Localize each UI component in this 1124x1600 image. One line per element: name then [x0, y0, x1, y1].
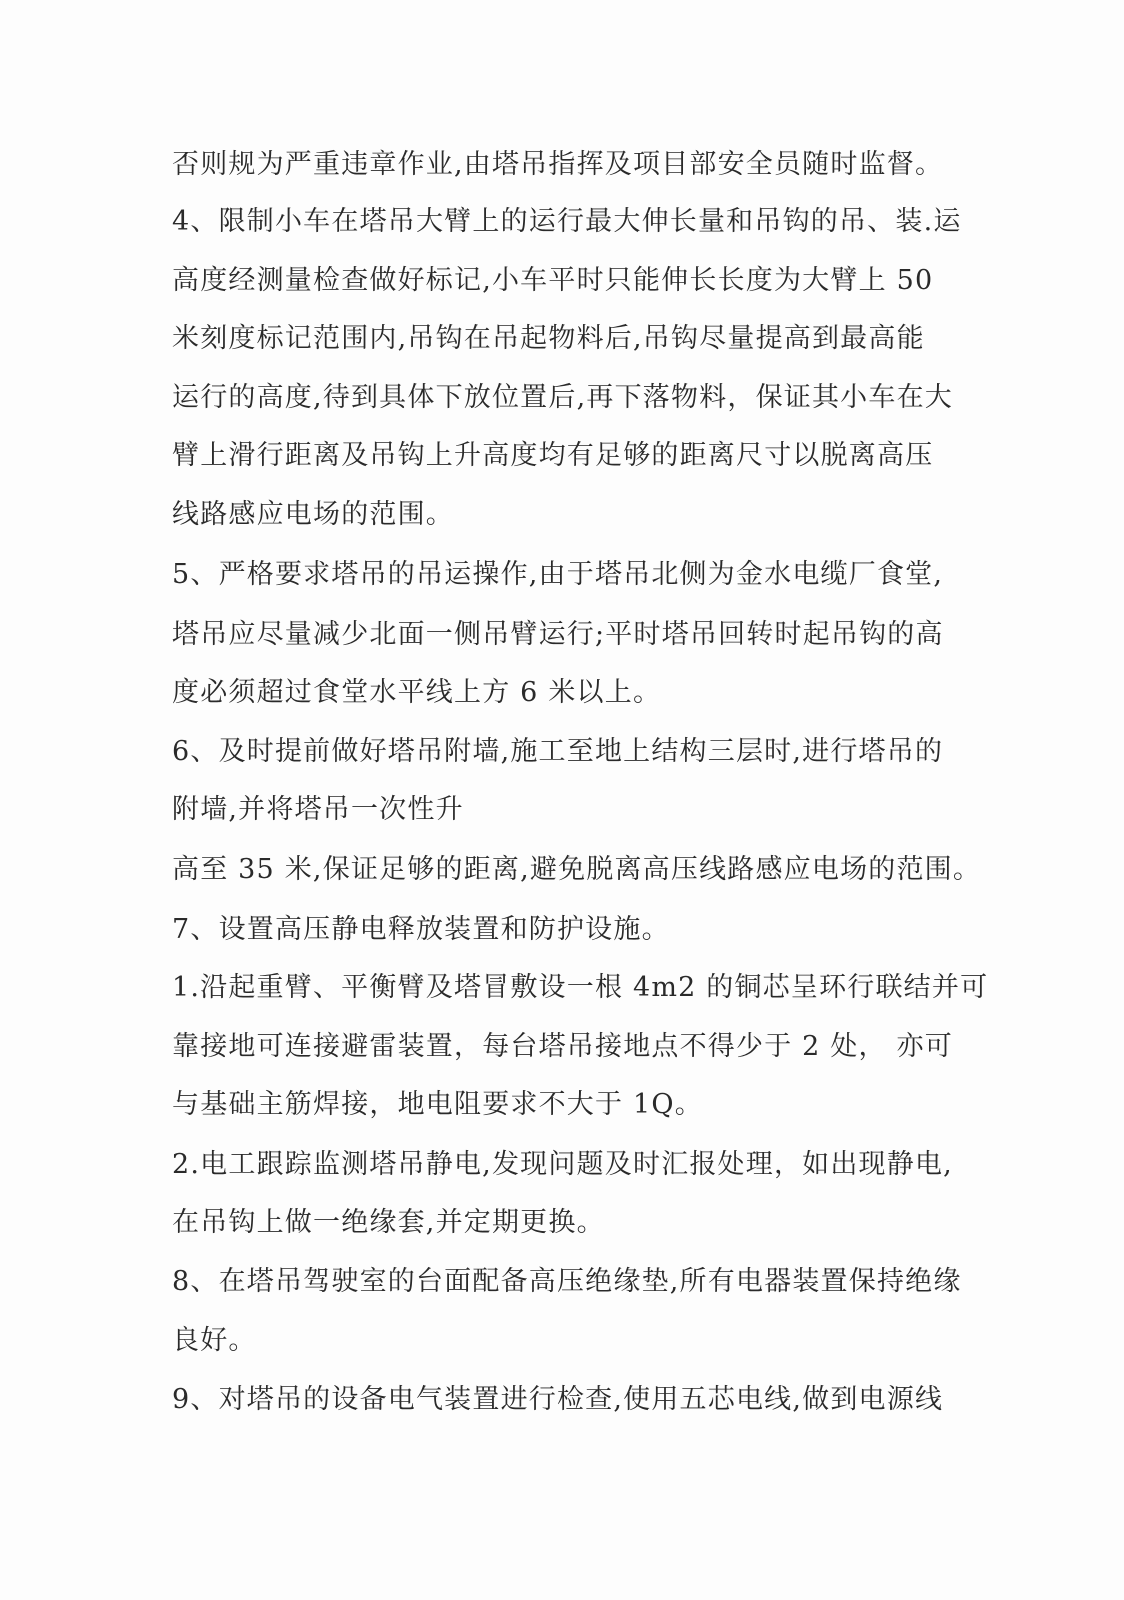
text-line: 7、设置高压静电释放装置和防护设施。	[172, 914, 670, 945]
text-line: 1.沿起重臂、平衡臂及塔冒敷设一根 4m2 的铜芯呈环行联结并可	[172, 972, 989, 1003]
text-line: 9、对塔吊的设备电气装置进行检查,使用五芯电线,做到电源线	[172, 1384, 944, 1415]
text-line: 8、在塔吊驾驶室的台面配备高压绝缘垫,所有电器装置保持绝缘	[172, 1266, 962, 1297]
text-line: 度必须超过食堂水平线上方 6 米以上。	[172, 677, 662, 708]
text-line: 6、及时提前做好塔吊附墙,施工至地上结构三层时,进行塔吊的	[172, 736, 944, 767]
text-line: 在吊钩上做一绝缘套,并定期更换。	[172, 1207, 605, 1238]
text-line: 高度经测量检查做好标记,小车平时只能伸长长度为大臂上 50	[172, 265, 934, 296]
text-line: 塔吊应尽量减少北面一侧吊臂运行;平时塔吊回转时起吊钩的高	[172, 619, 944, 650]
text-line: 运行的高度,待到具体下放位置后,再下落物料，保证其小车在大	[172, 382, 953, 413]
text-line: 线路感应电场的范围。	[172, 499, 454, 530]
text-line: 5、严格要求塔吊的吊运操作,由于塔吊北侧为金水电缆厂食堂,	[172, 559, 944, 590]
text-line: 否则规为严重违章作业,由塔吊指挥及项目部安全员随时监督。	[172, 149, 944, 180]
text-line: 4、限制小车在塔吊大臂上的运行最大伸长量和吊钩的吊、装.运	[172, 206, 962, 237]
text-line: 米刻度标记范围内,吊钩在吊起物料后,吊钩尽量提高到最高能	[172, 323, 925, 354]
text-line: 高至 35 米,保证足够的距离,避免脱离高压线路感应电场的范围。	[172, 854, 982, 885]
text-line: 2.电工跟踪监测塔吊静电,发现问题及时汇报处理，如出现静电,	[172, 1149, 953, 1180]
text-line: 良好。	[172, 1325, 257, 1356]
text-line: 靠接地可连接避雷装置，每台塔吊接地点不得少于 2 处， 亦可	[172, 1031, 953, 1062]
text-line: 与基础主筋焊接，地电阻要求不大于 1Q。	[172, 1089, 703, 1120]
text-line: 附墙,并将塔吊一次性升	[172, 794, 464, 825]
text-line: 臂上滑行距离及吊钩上升高度均有足够的距离尺寸以脱离高压	[172, 440, 934, 471]
